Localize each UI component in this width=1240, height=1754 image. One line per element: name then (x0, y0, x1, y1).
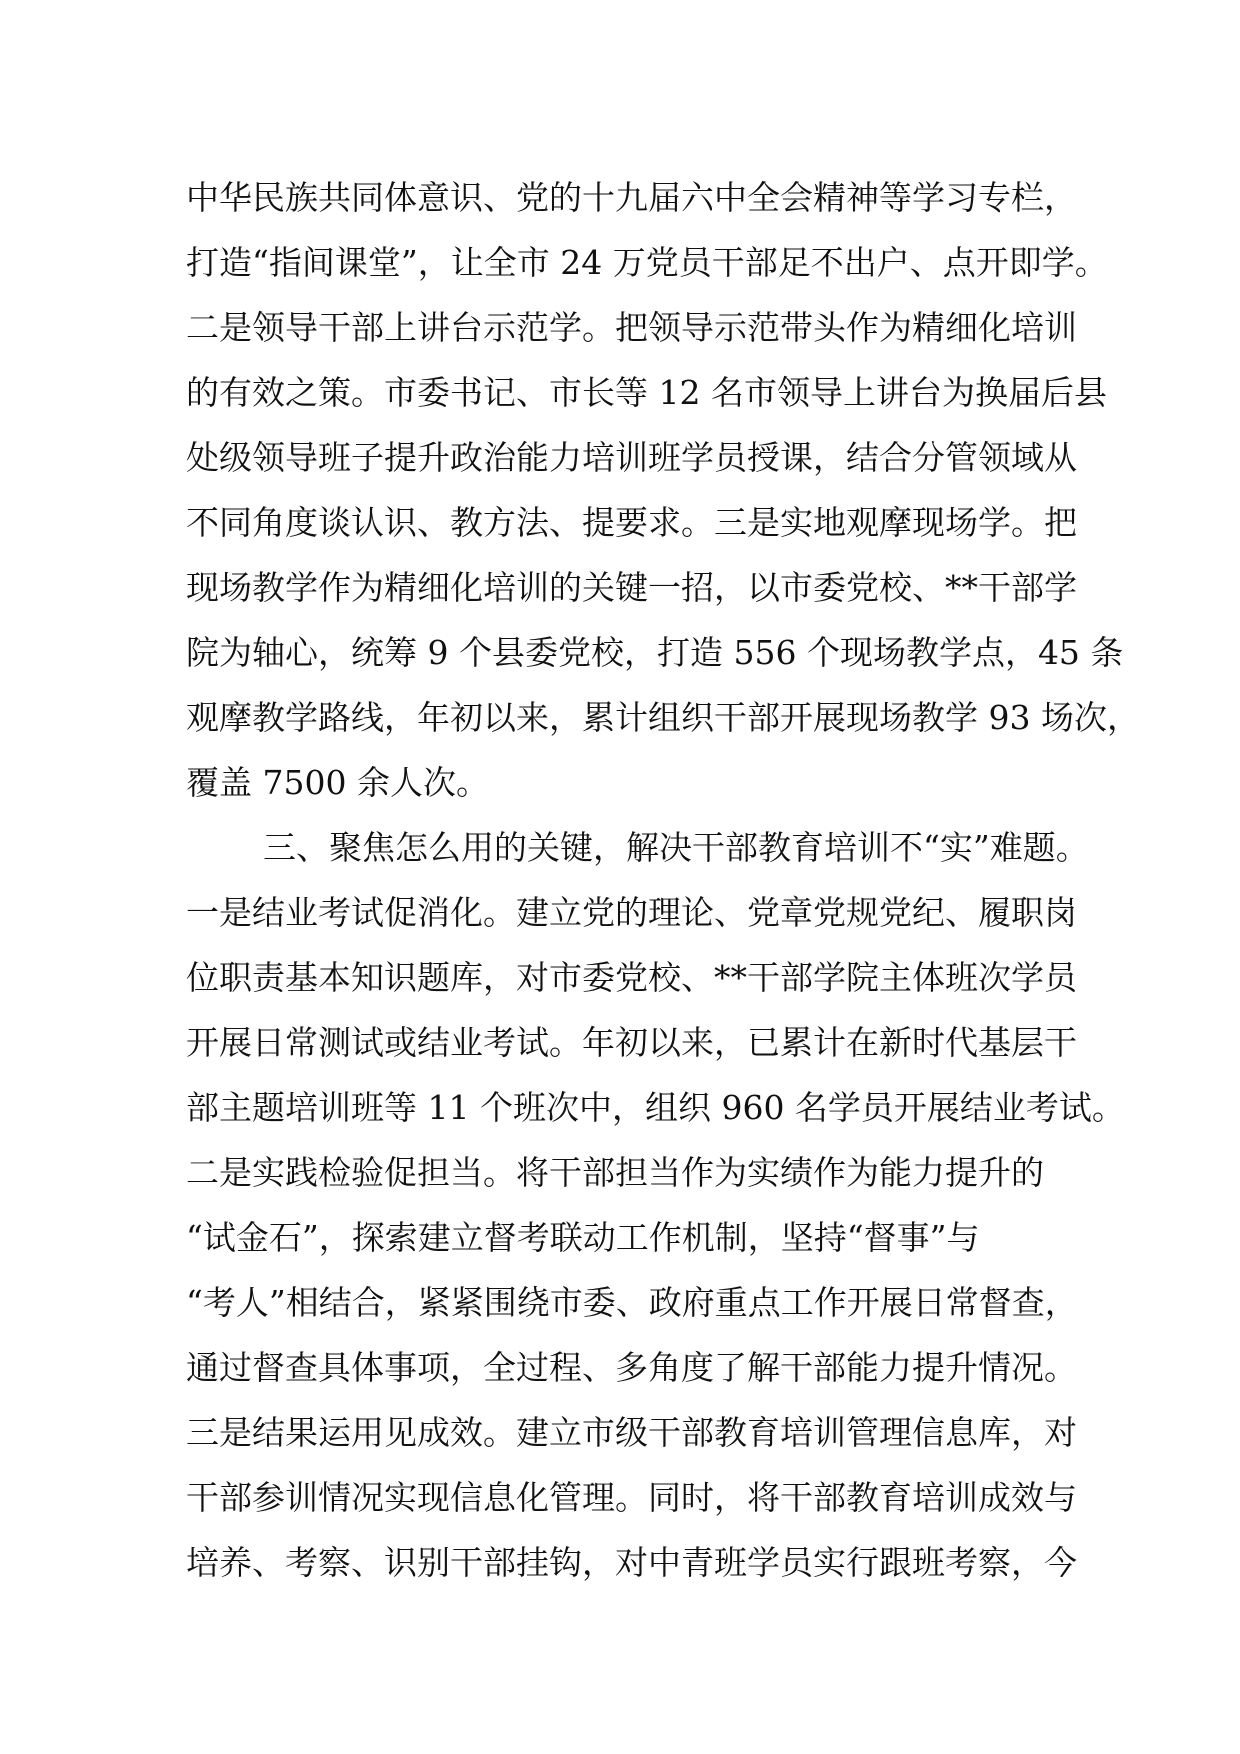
text-line: 院为轴心，统筹 9 个县委党校，打造 556 个现场教学点，45 条 (186, 633, 1124, 672)
text-line: 不同角度谈认识、教方法、提要求。三是实地观摩现场学。把 (186, 503, 1077, 542)
text-line: 干部参训情况实现信息化管理。同时，将干部教育培训成效与 (186, 1478, 1077, 1517)
text-line: 中华民族共同体意识、党的十九届六中全会精神等学习专栏， (186, 178, 1077, 217)
body-text (186, 165, 1140, 1595)
section-heading: 三、聚焦怎么用的关键，解决干部教育培训不“实”难题。 (263, 828, 1089, 867)
text-line: 现场教学作为精细化培训的关键一招，以市委党校、**干部学 (186, 568, 1077, 607)
text-line: “试金石”，探索建立督考联动工作机制，坚持“督事”与 (186, 1218, 980, 1257)
text-line: 一是结业考试促消化。建立党的理论、党章党规党纪、履职岗 (186, 893, 1077, 932)
text-line: 观摩教学路线，年初以来，累计组织干部开展现场教学 93 场次， (186, 698, 1140, 737)
text-line: 培养、考察、识别干部挂钩，对中青班学员实行跟班考察，今 (186, 1543, 1077, 1582)
text-line: “考人”相结合，紧紧围绕市委、政府重点工作开展日常督查， (186, 1283, 1078, 1322)
text-line: 三是结果运用见成效。建立市级干部教育培训管理信息库，对 (186, 1413, 1077, 1452)
text-line: 二是实践检验促担当。将干部担当作为实绩作为能力提升的 (186, 1153, 1044, 1192)
text-line: 覆盖 7500 余人次。 (186, 763, 489, 802)
text-line: 处级领导班子提升政治能力培训班学员授课，结合分管领域从 (186, 438, 1077, 477)
text-line: 位职责基本知识题库，对市委党校、**干部学院主体班次学员 (186, 958, 1077, 997)
text-line: 二是领导干部上讲台示范学。把领导示范带头作为精细化培训 (186, 308, 1077, 347)
text-line: 开展日常测试或结业考试。年初以来，已累计在新时代基层干 (186, 1023, 1077, 1062)
text-line: 部主题培训班等 11 个班次中，组织 960 名学员开展结业考试。 (186, 1088, 1125, 1127)
text-line: 的有效之策。市委书记、市长等 12 名市领导上讲台为换届后县 (186, 373, 1107, 412)
text-line: 通过督查具体事项，全过程、多角度了解干部能力提升情况。 (186, 1348, 1077, 1387)
text-line: 打造“指间课堂”，让全市 24 万党员干部足不出户、点开即学。 (186, 243, 1108, 282)
